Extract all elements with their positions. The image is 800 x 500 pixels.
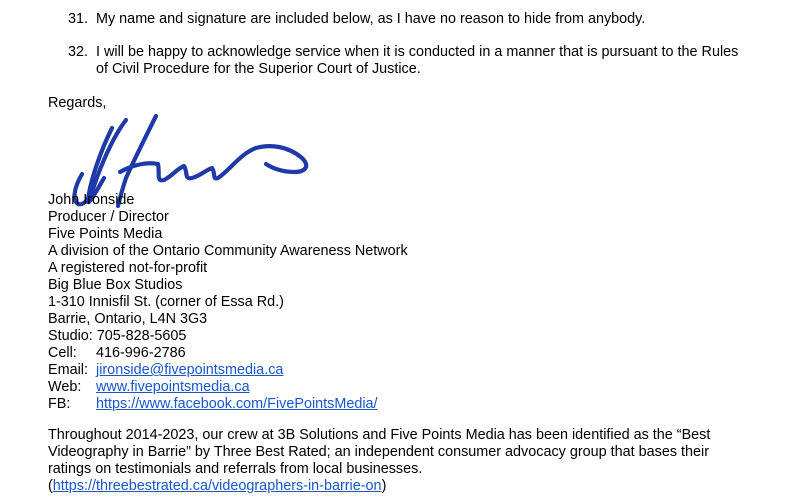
closing-paragraph-line-2: Videography in Barrie” by Three Best Rated; an independent consumer advocacy group that bases their <box>48 444 710 460</box>
closing-paragraph-line-3: ratings on testimonials and referrals from local businesses. <box>48 461 423 477</box>
item-32-text-line-2: of Civil Procedure for the Superior Court of Justice. <box>96 61 421 77</box>
website-link[interactable]: www.fivepointsmedia.ca <box>96 379 250 395</box>
signature-address-line-1: 1-310 Innisfil St. (corner of Essa Rd.) <box>48 294 284 310</box>
paren-close: ) <box>381 478 387 494</box>
signature-title: Producer / Director <box>48 209 169 225</box>
email-link[interactable]: jironside@fivepointsmedia.ca <box>96 362 284 378</box>
signature-division: A division of the Ontario Community Awareness Network <box>48 243 408 259</box>
signature-address-line-2: Barrie, Ontario, L4N 3G3 <box>48 311 208 327</box>
signature-studio-phone: Studio: 705-828-5605 <box>48 328 187 344</box>
web-label: Web: <box>48 379 82 395</box>
signature-company: Five Points Media <box>48 226 163 242</box>
paren-open: ( <box>48 478 53 494</box>
cell-label: Cell: <box>48 345 77 361</box>
closing-paragraph-link-line <box>48 478 386 495</box>
item-31-text: My name and signature are included below, as I have no reason to hide from anybody. <box>96 11 646 27</box>
signature-studio-name: Big Blue Box Studios <box>48 277 183 293</box>
three-best-rated-link[interactable]: https://threebestrated.ca/videographers-in-barrie-on <box>52 478 382 494</box>
email-label: Email: <box>48 362 88 378</box>
signature-name: John Ironside <box>48 192 135 208</box>
cell-value: 416-996-2786 <box>96 345 186 361</box>
item-number-32: 32. <box>67 44 88 60</box>
facebook-link[interactable]: https://www.facebook.com/FivePointsMedia/ <box>96 396 378 412</box>
closing-regards: Regards, <box>48 95 107 111</box>
item-32-text-line-1: I will be happy to acknowledge service when it is conducted in a manner that is pursuant to the Rules <box>96 44 739 60</box>
fb-label: FB: <box>48 396 71 412</box>
closing-paragraph-line-1: Throughout 2014-2023, our crew at 3B Solutions and Five Points Media has been identified as the “Best <box>48 427 711 443</box>
item-number-31: 31. <box>67 11 88 27</box>
signature-org-type: A registered not-for-profit <box>48 260 208 276</box>
